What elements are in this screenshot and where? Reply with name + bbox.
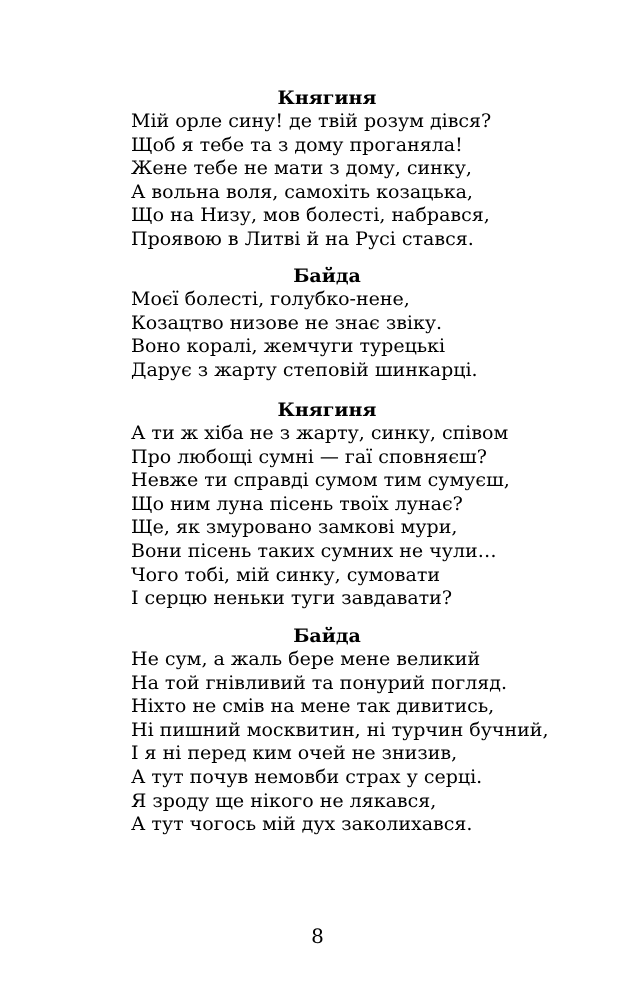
stanza — [131, 264, 551, 382]
verse-line: Про любощі сумні — гаї сповняєш? — [131, 445, 487, 468]
verse-line: Козацтво низове не знає звіку. — [131, 311, 443, 334]
stanza — [131, 398, 551, 611]
verse-line: А вольна воля, самохіть козацька, — [131, 180, 473, 203]
verse-line: Моєї болесті, голубко-нене, — [131, 288, 410, 310]
verse-line: Що ним луна пісень твоїх лунає? — [131, 492, 463, 515]
speaker-heading: Байда — [293, 625, 361, 647]
verse-line: Ніхто не смів на мене так дивитись, — [131, 695, 495, 718]
speaker-heading: Княгиня — [277, 399, 377, 421]
verse-line: Чого тобі, мій синку, сумовати — [131, 563, 441, 586]
verse-line: І серцю неньки туги завдавати? — [131, 587, 453, 610]
verse-line: Ні пишний москвитин, ні турчин бучний, — [131, 718, 549, 741]
stanza — [131, 86, 551, 252]
verse-line: А тут чогось мій дух заколихався. — [131, 813, 473, 836]
verse-line: А ти ж хіба не з жарту, синку, співом — [131, 422, 509, 444]
speaker-heading: Байда — [293, 265, 361, 287]
page-number: 8 — [311, 924, 324, 948]
verse-line: Мій орле сину! де твій розум дівся? — [131, 110, 492, 132]
verse-line: Ще, як змуровано замкові мури, — [131, 516, 458, 539]
verse-line: А тут почув немовби страх у серці. — [131, 765, 483, 788]
verse-line: Воно коралі, жемчуги турецькі — [131, 335, 446, 358]
stanza — [131, 624, 551, 837]
verse-line: Проявою в Литві й на Русі стався. — [131, 227, 474, 250]
verse-line: Невже ти справді сумом тим сумуєш, — [131, 469, 510, 492]
verse-line: Жене тебе не мати з дому, синку, — [131, 157, 472, 180]
verse-line: Що на Низу, мов болесті, набрався, — [131, 204, 490, 227]
verse-line: Вони пісень таких сумних не чули… — [131, 539, 497, 562]
verse-line: І я ні перед ким очей не знизив, — [131, 742, 458, 765]
verse-line: Я зроду ще нікого не лякався, — [131, 789, 437, 812]
speaker-heading: Княгиня — [277, 87, 377, 109]
verse-line: Дарує з жарту степовій шинкарці. — [131, 358, 478, 381]
verse-line: Щоб я тебе та з дому проганяла! — [131, 133, 463, 156]
verse-line: Не сум, а жаль бере мене великий — [131, 648, 481, 670]
verse-line: На той гнівливий та понурий погляд. — [131, 671, 507, 694]
